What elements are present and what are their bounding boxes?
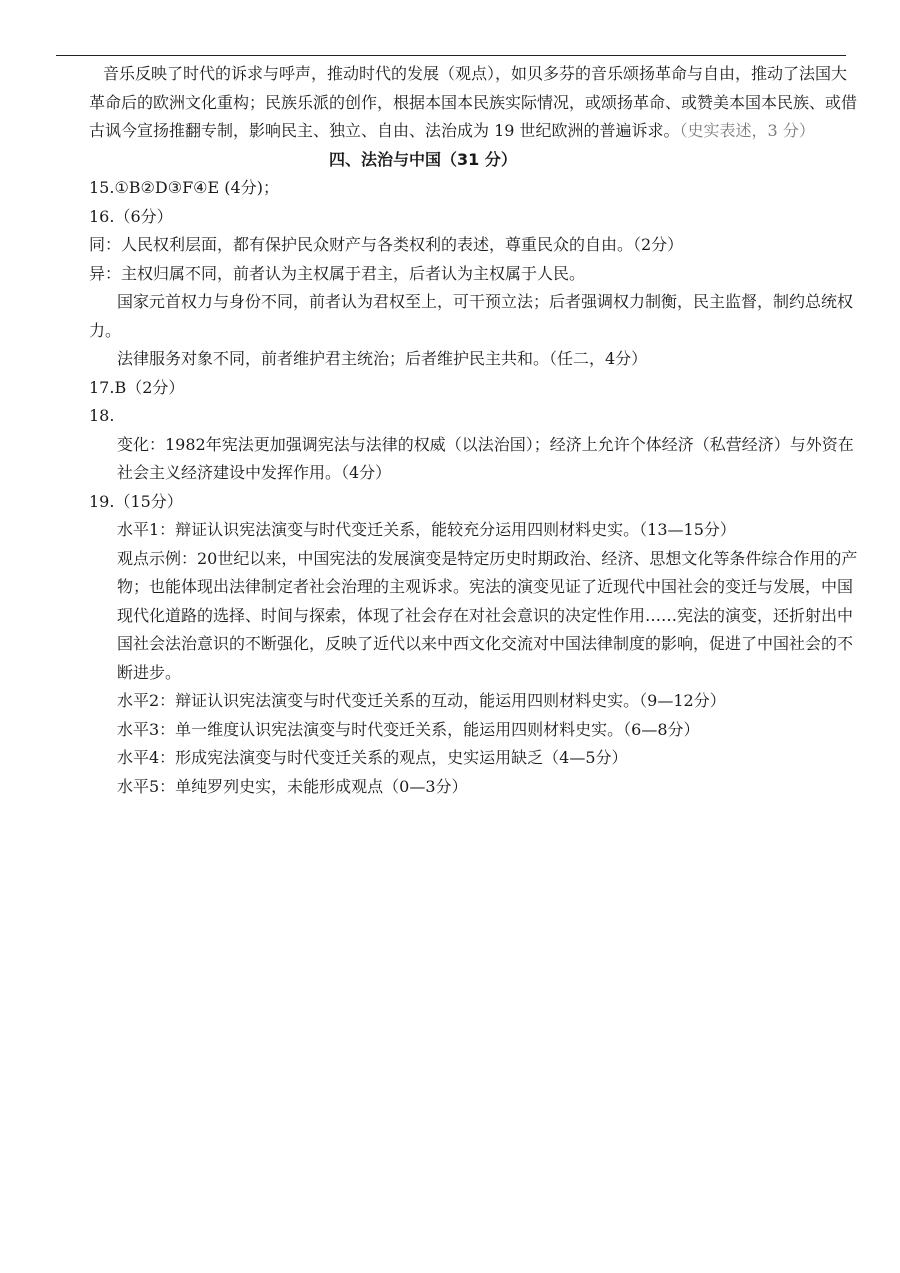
section-heading: 四、法治与中国（31 分） bbox=[329, 149, 517, 169]
q19-level-3: 水平3：单一维度认识宪法演变与时代变迁关系，能运用四则材料史实。（6—8分） bbox=[117, 719, 700, 739]
q19-header: 19.（15分） bbox=[89, 491, 183, 511]
q19-example-line-1: 观点示例：20世纪以来，中国宪法的发展演变是特定历史时期政治、经济、思想文化等条件综合作用的产 bbox=[117, 548, 858, 568]
q16-diff-2-line-2: 力。 bbox=[89, 320, 122, 340]
music-paragraph-score-note: （史实表述，3 分） bbox=[679, 121, 815, 140]
q16-diff-3: 法律服务对象不同，前者维护君主统治；后者维护民主共和。（任二，4分） bbox=[117, 349, 648, 368]
q19-example-line-2: 物；也能体现出法律制定者社会治理的主观诉求。宪法的演变见证了近现代中国社会的变迁与发展，中国 bbox=[117, 577, 854, 596]
q19-level-4: 水平4：形成宪法演变与时代变迁关系的观点，史实运用缺乏（4—5分） bbox=[117, 748, 628, 767]
music-paragraph-line-2: 革命后的欧洲文化重构；民族乐派的创作，根据本国本民族实际情况，或颂扬革命、或赞美本国本民族、或借 bbox=[89, 92, 858, 112]
music-paragraph-line-1: 音乐反映了时代的诉求与呼声，推动时代的发展（观点），如贝多芬的音乐颂扬革命与自由，推动了法国大 bbox=[103, 64, 848, 83]
q18-header: 18. bbox=[89, 406, 115, 425]
music-paragraph-text: 古讽今宣扬推翻专制，影响民主、独立、自由、法治成为 19 世纪欧洲的普遍诉求。 bbox=[89, 121, 680, 140]
q19-level-5: 水平5：单纯罗列史实，未能形成观点（0—3分） bbox=[117, 776, 468, 796]
q16-same: 同：人民权利层面，都有保护民众财产与各类权利的表述，尊重民众的自由。（2分） bbox=[89, 235, 684, 254]
q16-header: 16.（6分） bbox=[89, 206, 173, 226]
q18-line-2: 社会主义经济建设中发挥作用。（4分） bbox=[117, 463, 392, 482]
q19-level-2: 水平2：辩证认识宪法演变与时代变迁关系的互动，能运用四则材料史实。（9—12分） bbox=[117, 691, 726, 710]
q19-example-line-4: 国社会法治意识的不断强化，反映了近代以来中西文化交流对中国法律制度的影响，促进了中国社会的不 bbox=[117, 634, 854, 653]
q19-example-line-5: 断进步。 bbox=[117, 662, 182, 682]
q18-line-1: 变化：1982年宪法更加强调宪法与法律的权威（以法治国）；经济上允许个体经济（私营经济）与外资在 bbox=[117, 434, 854, 454]
answer-document bbox=[89, 60, 858, 801]
q16-diff-2-line-1: 国家元首权力与身份不同，前者认为君权至上，可干预立法；后者强调权力制衡，民主监督，制约总统权 bbox=[117, 292, 854, 311]
music-paragraph-line-3 bbox=[89, 117, 849, 146]
header-rule bbox=[56, 55, 846, 56]
q16-diff-1: 异：主权归属不同，前者认为主权属于君主，后者认为主权属于人民。 bbox=[89, 263, 586, 283]
q15-answer: 15.①B②D③F④E (4分)； bbox=[89, 178, 279, 197]
q17-answer: 17.B（2分） bbox=[89, 377, 185, 397]
q19-example-line-3: 现代化道路的选择、时间与探索，体现了社会存在对社会意识的决定性作用……宪法的演变，还折射出中 bbox=[117, 605, 854, 625]
q19-level-1: 水平1：辩证认识宪法演变与时代变迁关系，能较充分运用四则材料史实。（13—15分） bbox=[117, 520, 736, 539]
